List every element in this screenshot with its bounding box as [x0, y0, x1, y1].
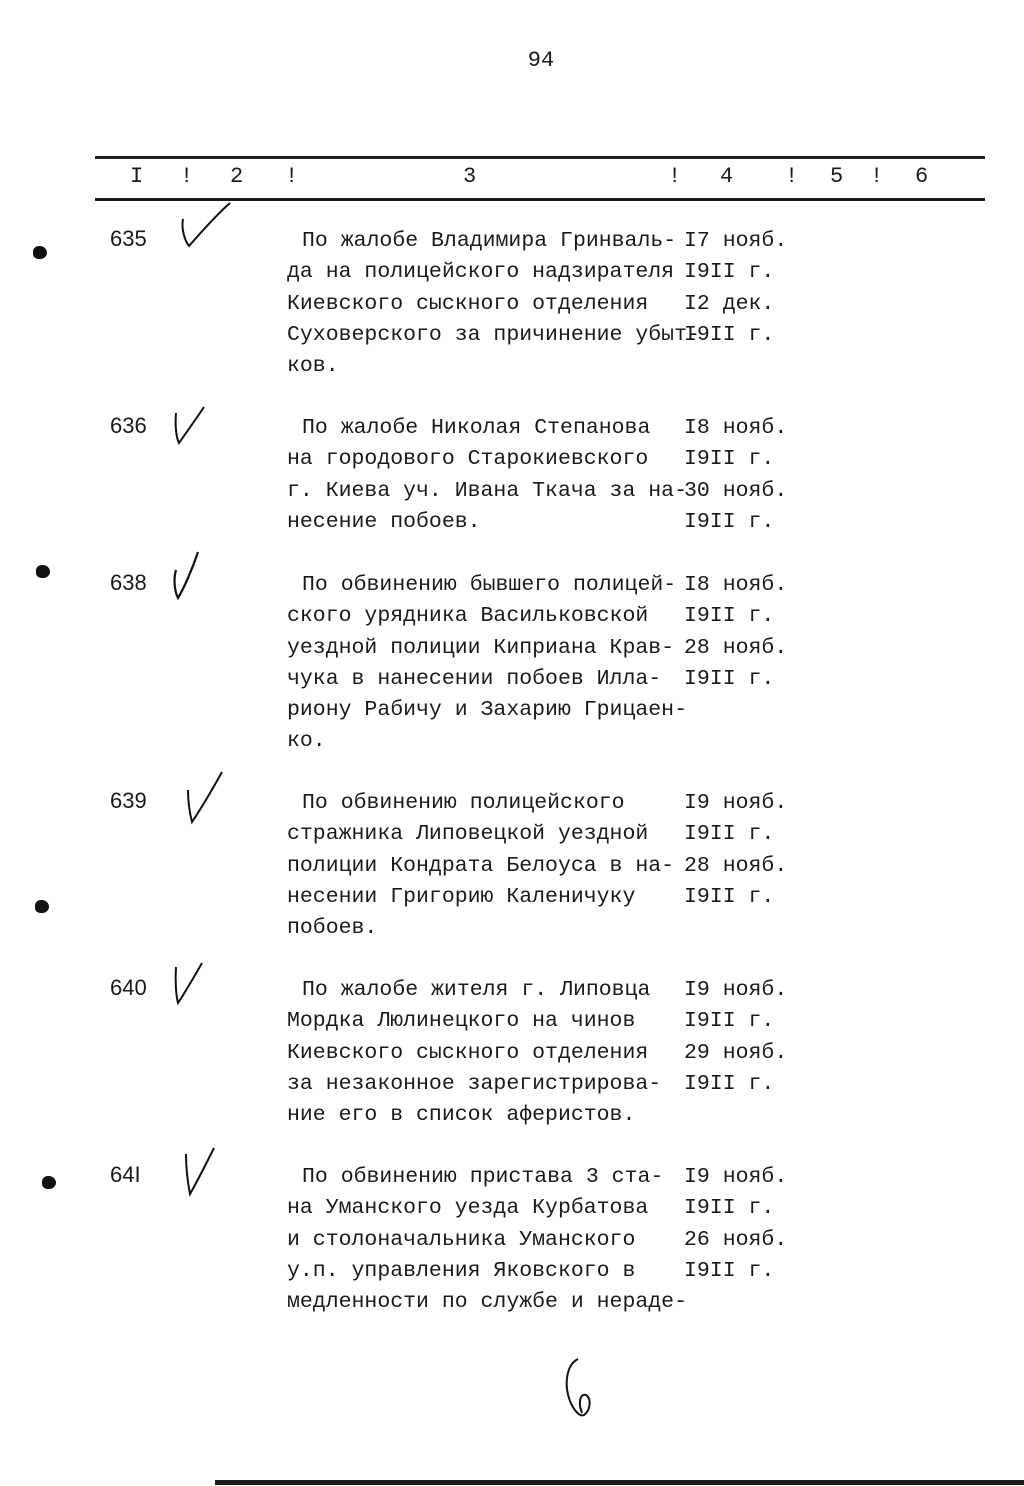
binding-hole-mark [36, 565, 50, 578]
checkmark-icon [175, 201, 235, 256]
entry-number: 640 [110, 975, 147, 1000]
entry-description: По обвинению полицейского стражника Липовецкой уездной полиции Кондрата Белоуса в на- несении Григорию Каленичуку побоев. [287, 791, 675, 941]
binding-hole-mark [42, 1176, 56, 1189]
table-top-rule [95, 156, 985, 159]
entry-description: По обвинению бывшего полицей- ского урядника Васильковской уездной полиции Киприана Крав- чука в нанесении побоев Илла- риону Рабичу и Захарию Грицаен- ко. [287, 573, 687, 754]
column-separator: ! [668, 164, 682, 189]
checkmark-icon [180, 1146, 225, 1206]
table-header [95, 164, 985, 192]
column-separator: ! [785, 164, 799, 189]
entry-description: По жалобе Николая Степанова на городового Старокиевского г. Киева уч. Ивана Ткача за на- несение побоев. [287, 416, 687, 534]
column-separator: ! [870, 164, 884, 189]
entry-dates: I8 нояб. I9II г. 28 нояб. I9II г. [684, 573, 788, 691]
column-header-2: 2 [230, 164, 244, 189]
entry-dates: I9 нояб. I9II г. 29 нояб. I9II г. [684, 978, 788, 1096]
entry-number: 635 [110, 226, 147, 251]
entry-dates: I9 нояб. I9II г. 28 нояб. I9II г. [684, 791, 788, 909]
handwritten-mark-icon [560, 1355, 610, 1425]
entry-number: 64I [110, 1162, 141, 1187]
entry-dates: I9 нояб. I9II г. 26 нояб. I9II г. [684, 1165, 788, 1283]
checkmark-icon [170, 405, 215, 455]
entry-number: 639 [110, 788, 147, 813]
checkmark-icon [170, 961, 215, 1016]
entry-number: 638 [110, 570, 147, 595]
binding-hole-mark [35, 900, 49, 913]
binding-hole-mark [33, 246, 47, 259]
column-header-3: 3 [463, 164, 477, 189]
entry-number: 636 [110, 413, 147, 438]
checkmark-icon [180, 770, 230, 832]
column-header-6: 6 [915, 164, 929, 189]
entry-description: По жалобе жителя г. Липовца Мордка Люлинецкого на чинов Киевского сыскного отделения за незаконное зарегистрирова- ние его в список аферистов. [287, 978, 662, 1128]
checkmark-icon [168, 548, 213, 608]
entry-dates: I7 нояб. I9II г. I2 дек. I9II г. [684, 229, 788, 347]
column-header-4: 4 [720, 164, 734, 189]
column-header-5: 5 [830, 164, 844, 189]
entry-description: По обвинению пристава 3 ста- на Уманского уезда Курбатова и столоначальника Уманского у.п. управления Яковского в медленности по службе и нераде- [287, 1165, 687, 1315]
page-number: 94 [527, 48, 555, 73]
column-separator: ! [180, 164, 194, 189]
entry-dates: I8 нояб. I9II г. 30 нояб. I9II г. [684, 416, 788, 534]
column-header-1: I [130, 164, 144, 189]
column-separator: ! [285, 164, 299, 189]
entry-description: По жалобе Владимира Гринваль- да на полицейского надзирателя Киевского сыскного отделения Суховерского за причинение убыт- ков. [287, 229, 700, 379]
page-bottom-edge [215, 1480, 1024, 1485]
